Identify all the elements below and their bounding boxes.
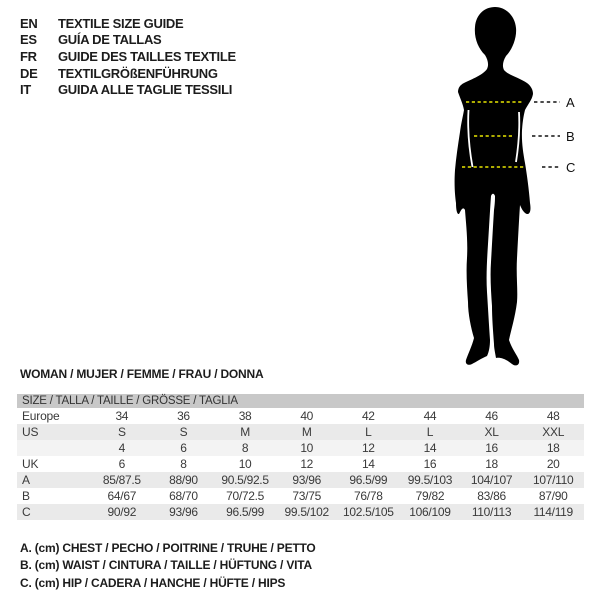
footnote-line: B. (cm) WAIST / CINTURA / TAILLE / HÜFTUNG / VITA bbox=[20, 558, 312, 573]
size-value-cell: 10 bbox=[238, 457, 252, 471]
language-title: GUIDE DES TAILLES TEXTILE bbox=[58, 48, 236, 64]
size-value-cell: 64/67 bbox=[107, 489, 137, 503]
size-value-cell: 44 bbox=[423, 409, 437, 423]
row-label: B bbox=[22, 489, 30, 503]
table-row bbox=[17, 408, 584, 424]
gender-heading: WOMAN / MUJER / FEMME / FRAU / DONNA bbox=[20, 367, 264, 381]
size-value-cell: S bbox=[179, 425, 188, 439]
language-row bbox=[20, 15, 236, 32]
table-row bbox=[17, 424, 584, 440]
size-value-cell: M bbox=[240, 425, 250, 439]
size-table-header: SIZE / TALLA / TAILLE / GRÖSSE / TAGLIA bbox=[17, 394, 584, 408]
size-value-cell: 87/90 bbox=[538, 489, 568, 503]
size-table bbox=[17, 394, 584, 520]
size-value-cell: 93/96 bbox=[169, 505, 198, 519]
language-row bbox=[20, 48, 236, 65]
size-value-cell: 6 bbox=[180, 441, 187, 455]
size-value-cell: 10 bbox=[300, 441, 314, 455]
row-label: UK bbox=[22, 457, 39, 471]
woman-silhouette bbox=[455, 7, 533, 365]
size-value-cell: 90/92 bbox=[107, 505, 137, 519]
size-value-cell: 114/119 bbox=[533, 505, 573, 519]
language-code: ES bbox=[20, 32, 37, 48]
size-value-cell: 18 bbox=[485, 457, 498, 471]
size-value-cell: 42 bbox=[361, 409, 375, 423]
size-value-cell: 88/90 bbox=[169, 473, 198, 487]
size-value-cell: 48 bbox=[546, 409, 560, 423]
table-row bbox=[17, 472, 584, 488]
language-title: GUIDA ALLE TAGLIE TESSILI bbox=[58, 82, 233, 98]
size-value-cell: L bbox=[426, 425, 434, 439]
language-list bbox=[20, 15, 236, 98]
size-value-cell: 99.5/102 bbox=[284, 505, 329, 519]
table-row bbox=[17, 504, 584, 520]
table-row bbox=[17, 456, 584, 472]
size-value-cell: 85/87.5 bbox=[102, 473, 141, 487]
size-value-cell: 90.5/92.5 bbox=[221, 473, 269, 487]
size-value-cell: 76/78 bbox=[354, 489, 383, 503]
size-value-cell: 106/109 bbox=[409, 505, 451, 519]
language-row bbox=[20, 65, 236, 82]
size-value-cell: 79/82 bbox=[415, 489, 445, 503]
woman-silhouette-figure bbox=[408, 0, 600, 380]
size-value-cell: 12 bbox=[300, 457, 314, 471]
size-value-cell: L bbox=[365, 425, 372, 439]
size-value-cell: XXL bbox=[542, 425, 565, 439]
size-value-cell: 99.5/103 bbox=[407, 473, 453, 487]
size-value-cell: 70/72.5 bbox=[226, 489, 265, 503]
language-code: DE bbox=[20, 65, 38, 81]
language-title: GUÍA DE TALLAS bbox=[58, 32, 162, 48]
language-code: IT bbox=[20, 82, 31, 98]
size-value-cell: 96.5/99 bbox=[226, 505, 265, 519]
size-value-cell: 16 bbox=[423, 457, 437, 471]
language-code: EN bbox=[20, 15, 38, 31]
chest-label: A bbox=[566, 95, 575, 110]
row-label: A bbox=[22, 473, 30, 487]
footnote-line: C. (cm) HIP / CADERA / HANCHE / HÜFTE / HIPS bbox=[20, 575, 286, 590]
language-row bbox=[20, 32, 236, 49]
size-value-cell: 110/113 bbox=[471, 505, 512, 519]
row-label: Europe bbox=[22, 409, 60, 423]
size-value-cell: 6 bbox=[118, 457, 125, 471]
size-value-cell: 8 bbox=[241, 441, 249, 455]
language-title: TEXTILGRÖßENFÜHRUNG bbox=[58, 65, 218, 81]
size-value-cell: 4 bbox=[118, 441, 125, 455]
language-title: TEXTILE SIZE GUIDE bbox=[58, 15, 184, 31]
table-row bbox=[17, 488, 584, 504]
size-value-cell: 38 bbox=[238, 409, 252, 423]
size-value-cell: 46 bbox=[485, 409, 498, 423]
footnote-line: A. (cm) CHEST / PECHO / POITRINE / TRUHE / PETTO bbox=[20, 541, 316, 555]
size-value-cell: 18 bbox=[546, 441, 560, 455]
size-value-cell: 14 bbox=[361, 457, 375, 471]
row-label: US bbox=[22, 425, 39, 439]
language-code: FR bbox=[20, 48, 37, 64]
row-label: C bbox=[22, 505, 31, 519]
size-value-cell: 12 bbox=[361, 441, 375, 455]
size-value-cell: 107/110 bbox=[532, 473, 574, 487]
size-value-cell: S bbox=[117, 425, 126, 439]
size-value-cell: 104/107 bbox=[470, 473, 513, 487]
size-value-cell: 34 bbox=[115, 409, 129, 423]
size-value-cell: 83/86 bbox=[477, 489, 506, 503]
size-value-cell: 102.5/105 bbox=[342, 505, 394, 519]
size-value-cell: M bbox=[301, 425, 312, 439]
size-value-cell: 16 bbox=[485, 441, 498, 455]
size-value-cell: 20 bbox=[546, 457, 560, 471]
size-value-cell: 14 bbox=[423, 441, 437, 455]
size-value-cell: 36 bbox=[177, 409, 190, 423]
measurement-footnotes bbox=[20, 541, 316, 593]
table-row bbox=[17, 440, 584, 456]
size-value-cell: XL bbox=[484, 425, 499, 439]
size-value-cell: 40 bbox=[300, 409, 314, 423]
size-table-body bbox=[17, 408, 584, 520]
waist-label: B bbox=[566, 129, 575, 144]
size-value-cell: 73/75 bbox=[292, 489, 321, 503]
size-value-cell: 96.5/99 bbox=[349, 473, 388, 487]
language-row bbox=[20, 81, 236, 98]
size-value-cell: 93/96 bbox=[292, 473, 321, 487]
size-value-cell: 68/70 bbox=[169, 489, 198, 503]
size-value-cell: 8 bbox=[180, 457, 187, 471]
hip-label: C bbox=[566, 160, 576, 175]
